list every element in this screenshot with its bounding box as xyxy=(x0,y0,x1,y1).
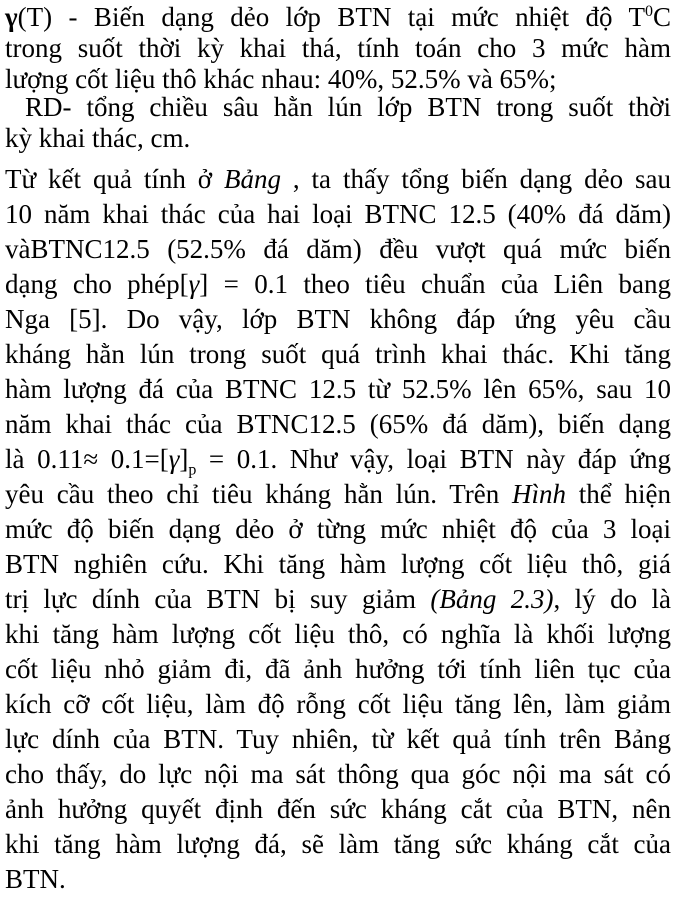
text-line xyxy=(5,547,671,582)
text-segment: ] = 0.1 theo tiêu chuẩn của Liên bang xyxy=(199,269,671,299)
text-line xyxy=(5,687,671,722)
text-line xyxy=(5,477,671,512)
text-segment: (Bảng 2.3) xyxy=(430,584,554,614)
text-segment: cốt liệu nhỏ giảm đi, đã ảnh hưởng tới tính liên tục của xyxy=(5,654,671,684)
text-line xyxy=(5,757,671,792)
text-segment: ] xyxy=(179,444,189,474)
text-line xyxy=(5,827,671,862)
paragraph-rd-definition xyxy=(5,92,671,154)
text-line xyxy=(5,337,671,372)
text-segment: , ta thấy tổng biến dạng dẻo sau xyxy=(280,164,671,194)
text-segment: năm khai thác của BTNC12.5 (65% đá dăm), biến dạng xyxy=(5,409,671,439)
text-line xyxy=(5,617,671,652)
text-line xyxy=(5,123,671,154)
paragraph-gamma-definition xyxy=(5,2,671,95)
text-line xyxy=(5,64,671,95)
text-segment: γ xyxy=(188,269,200,299)
text-line xyxy=(5,442,671,477)
text-segment: Nga [5]. Do vậy, lớp BTN không đáp ứng yêu cầu xyxy=(5,304,671,334)
text-segment: BTN nghiên cứu. Khi tăng hàm lượng cốt liệu thô, giá xyxy=(5,549,671,579)
text-segment: p xyxy=(188,461,197,479)
text-segment: mức độ biến dạng dẻo ở từng mức nhiệt độ của 3 loại xyxy=(5,514,671,544)
text-line xyxy=(5,267,671,302)
text-segment: Từ kết quả tính ở xyxy=(5,164,224,194)
text-segment: lực dính của BTN. Tuy nhiên, từ kết quả tính trên Bảng xyxy=(5,724,671,754)
text-segment: ảnh hưởng quyết định đến sức kháng cắt của BTN, nên xyxy=(5,794,671,824)
text-line xyxy=(5,407,671,442)
paragraph-analysis xyxy=(5,162,671,897)
text-segment: BTN. xyxy=(5,864,66,894)
text-segment: , lý do là xyxy=(553,584,671,614)
text-segment: (T) - Biến dạng dẻo lớp BTN tại mức nhiệt độ T xyxy=(17,2,645,32)
text-line xyxy=(5,582,671,617)
text-segment: RD- tổng chiều sâu hằn lún lớp BTN trong suốt thời xyxy=(25,92,671,122)
text-segment: hàm lượng đá của BTNC 12.5 từ 52.5% lên 65%, sau 10 xyxy=(5,374,671,404)
text-segment: lượng cốt liệu thô khác nhau: 40%, 52.5% và 65%; xyxy=(5,64,557,94)
text-segment: kỳ khai thác, cm. xyxy=(5,123,191,153)
text-line xyxy=(5,232,671,267)
text-segment: yêu cầu theo chỉ tiêu kháng hằn lún. Trên xyxy=(5,479,512,509)
text-segment: trị lực dính của BTN bị suy giảm xyxy=(5,584,431,614)
text-segment: khi tăng hàm lượng cốt liệu thô, có nghĩa là khối lượng xyxy=(5,619,671,649)
text-line xyxy=(5,512,671,547)
text-line xyxy=(5,92,671,123)
text-segment: kích cỡ cốt liệu, làm độ rỗng cốt liệu tăng lên, làm giảm xyxy=(5,689,671,719)
text-segment: cho thấy, do lực nội ma sát thông qua góc nội ma sát có xyxy=(5,759,671,789)
text-line xyxy=(5,197,671,232)
text-line xyxy=(5,2,671,33)
text-segment: kháng hằn lún trong suốt quá trình khai thác. Khi tăng xyxy=(5,339,671,369)
text-segment: trong suốt thời kỳ khai thá, tính toán cho 3 mức hàm xyxy=(5,33,671,63)
text-segment: 10 năm khai thác của hai loại BTNC 12.5 (40% đá dăm) xyxy=(5,199,671,229)
text-segment: γ xyxy=(168,444,180,474)
text-segment: khi tăng hàm lượng đá, sẽ làm tăng sức kháng cắt của xyxy=(5,829,671,859)
text-line xyxy=(5,372,671,407)
text-line xyxy=(5,722,671,757)
text-segment: dạng cho phép[ xyxy=(5,269,189,299)
text-segment: là 0.11≈ 0.1=[ xyxy=(5,444,169,474)
text-segment: vàBTNC12.5 (52.5% đá dăm) đều vượt quá mức biến xyxy=(5,234,671,264)
text-line xyxy=(5,652,671,687)
text-line xyxy=(5,862,671,897)
text-segment: = 0.1. Như vậy, loại BTN này đáp ứng xyxy=(196,444,671,474)
text-line xyxy=(5,792,671,827)
text-line xyxy=(5,33,671,64)
text-segment: thể hiện xyxy=(566,479,671,509)
text-line xyxy=(5,162,671,197)
text-line xyxy=(5,302,671,337)
text-segment: Hình xyxy=(512,479,566,509)
text-segment: γ xyxy=(5,2,18,32)
text-segment: C xyxy=(652,2,671,32)
text-segment: Bảng xyxy=(223,164,281,194)
text-segment: 0 xyxy=(644,3,653,20)
